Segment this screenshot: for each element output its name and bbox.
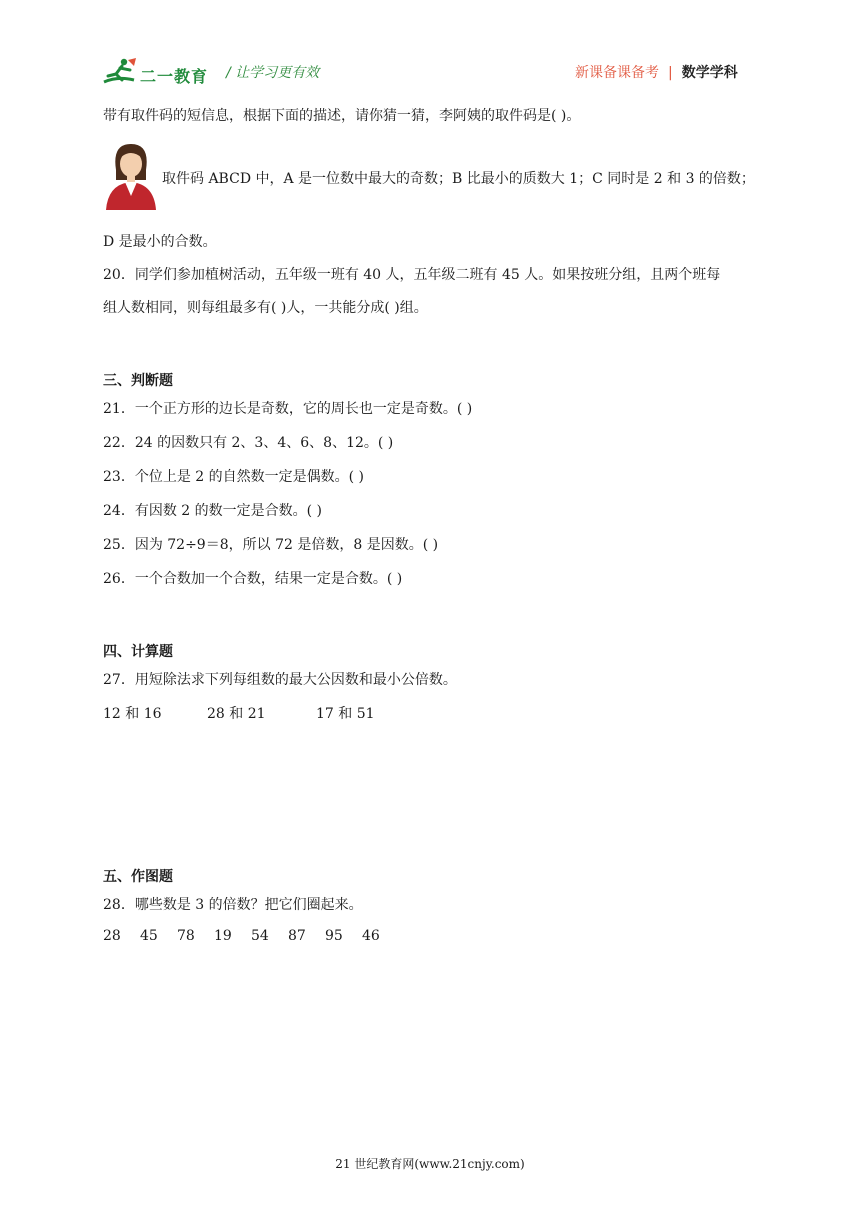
number-item: 45 <box>140 928 158 944</box>
q27-group-2: 28 和 21 <box>207 706 266 722</box>
header-subject: 数学学科 <box>681 65 738 81</box>
header-category: 新课备课备考 <box>575 65 659 81</box>
section-4-title: 四、计算题 <box>103 644 173 660</box>
runner-icon <box>100 56 140 88</box>
q19-continued: 带有取件码的短信息，根据下面的描述，请你猜一猜，李阿姨的取件码是( )。 <box>103 108 581 124</box>
number-item: 95 <box>325 928 343 944</box>
q27-group-3: 17 和 51 <box>316 706 375 722</box>
q25: 25．因为 72÷9＝8，所以 72 是倍数，8 是因数。( ) <box>103 537 439 553</box>
section-3-title: 三、判断题 <box>103 373 173 389</box>
header-right <box>575 62 738 82</box>
q19-description-1: 取件码 ABCD 中，A 是一位数中最大的奇数；B 比最小的质数大 1；C 同时是 2 和 3 的倍数； <box>162 171 755 187</box>
number-item: 19 <box>214 928 232 944</box>
section-5-title: 五、作图题 <box>103 869 173 885</box>
q27-group-1: 12 和 16 <box>103 706 162 722</box>
brand-logo <box>100 56 212 88</box>
number-item: 28 <box>103 928 121 944</box>
slogan: / 让学习更有效 <box>226 65 320 81</box>
avatar-woman-icon <box>102 140 160 210</box>
q20-line-1: 20．同学们参加植树活动，五年级一班有 40 人，五年级二班有 45 人。如果按班分组，且两个班每 <box>103 267 721 283</box>
q27: 27．用短除法求下列每组数的最大公因数和最小公倍数。 <box>103 672 457 688</box>
footer: 21 世纪教育网(www.21cnjy.com) <box>335 1157 525 1171</box>
q22: 22．24 的因数只有 2、3、4、6、8、12。( ) <box>103 435 394 451</box>
q28: 28．哪些数是 3 的倍数？把它们圈起来。 <box>103 897 363 913</box>
q23: 23．个位上是 2 的自然数一定是偶数。( ) <box>103 469 364 485</box>
header-separator: | <box>668 65 673 81</box>
q26: 26．一个合数加一个合数，结果一定是合数。( ) <box>103 571 403 587</box>
number-item: 87 <box>288 928 306 944</box>
q28-numbers <box>103 928 399 944</box>
number-item: 78 <box>177 928 195 944</box>
q20-line-2: 组人数相同，则每组最多有( )人，一共能分成( )组。 <box>103 300 428 316</box>
q21: 21．一个正方形的边长是奇数，它的周长也一定是奇数。( ) <box>103 401 473 417</box>
q19-description-2: D 是最小的合数。 <box>103 234 217 250</box>
number-item: 46 <box>362 928 380 944</box>
logo-text: 二一教育 <box>140 67 209 86</box>
number-item: 54 <box>251 928 269 944</box>
q24: 24．有因数 2 的数一定是合数。( ) <box>103 503 322 519</box>
